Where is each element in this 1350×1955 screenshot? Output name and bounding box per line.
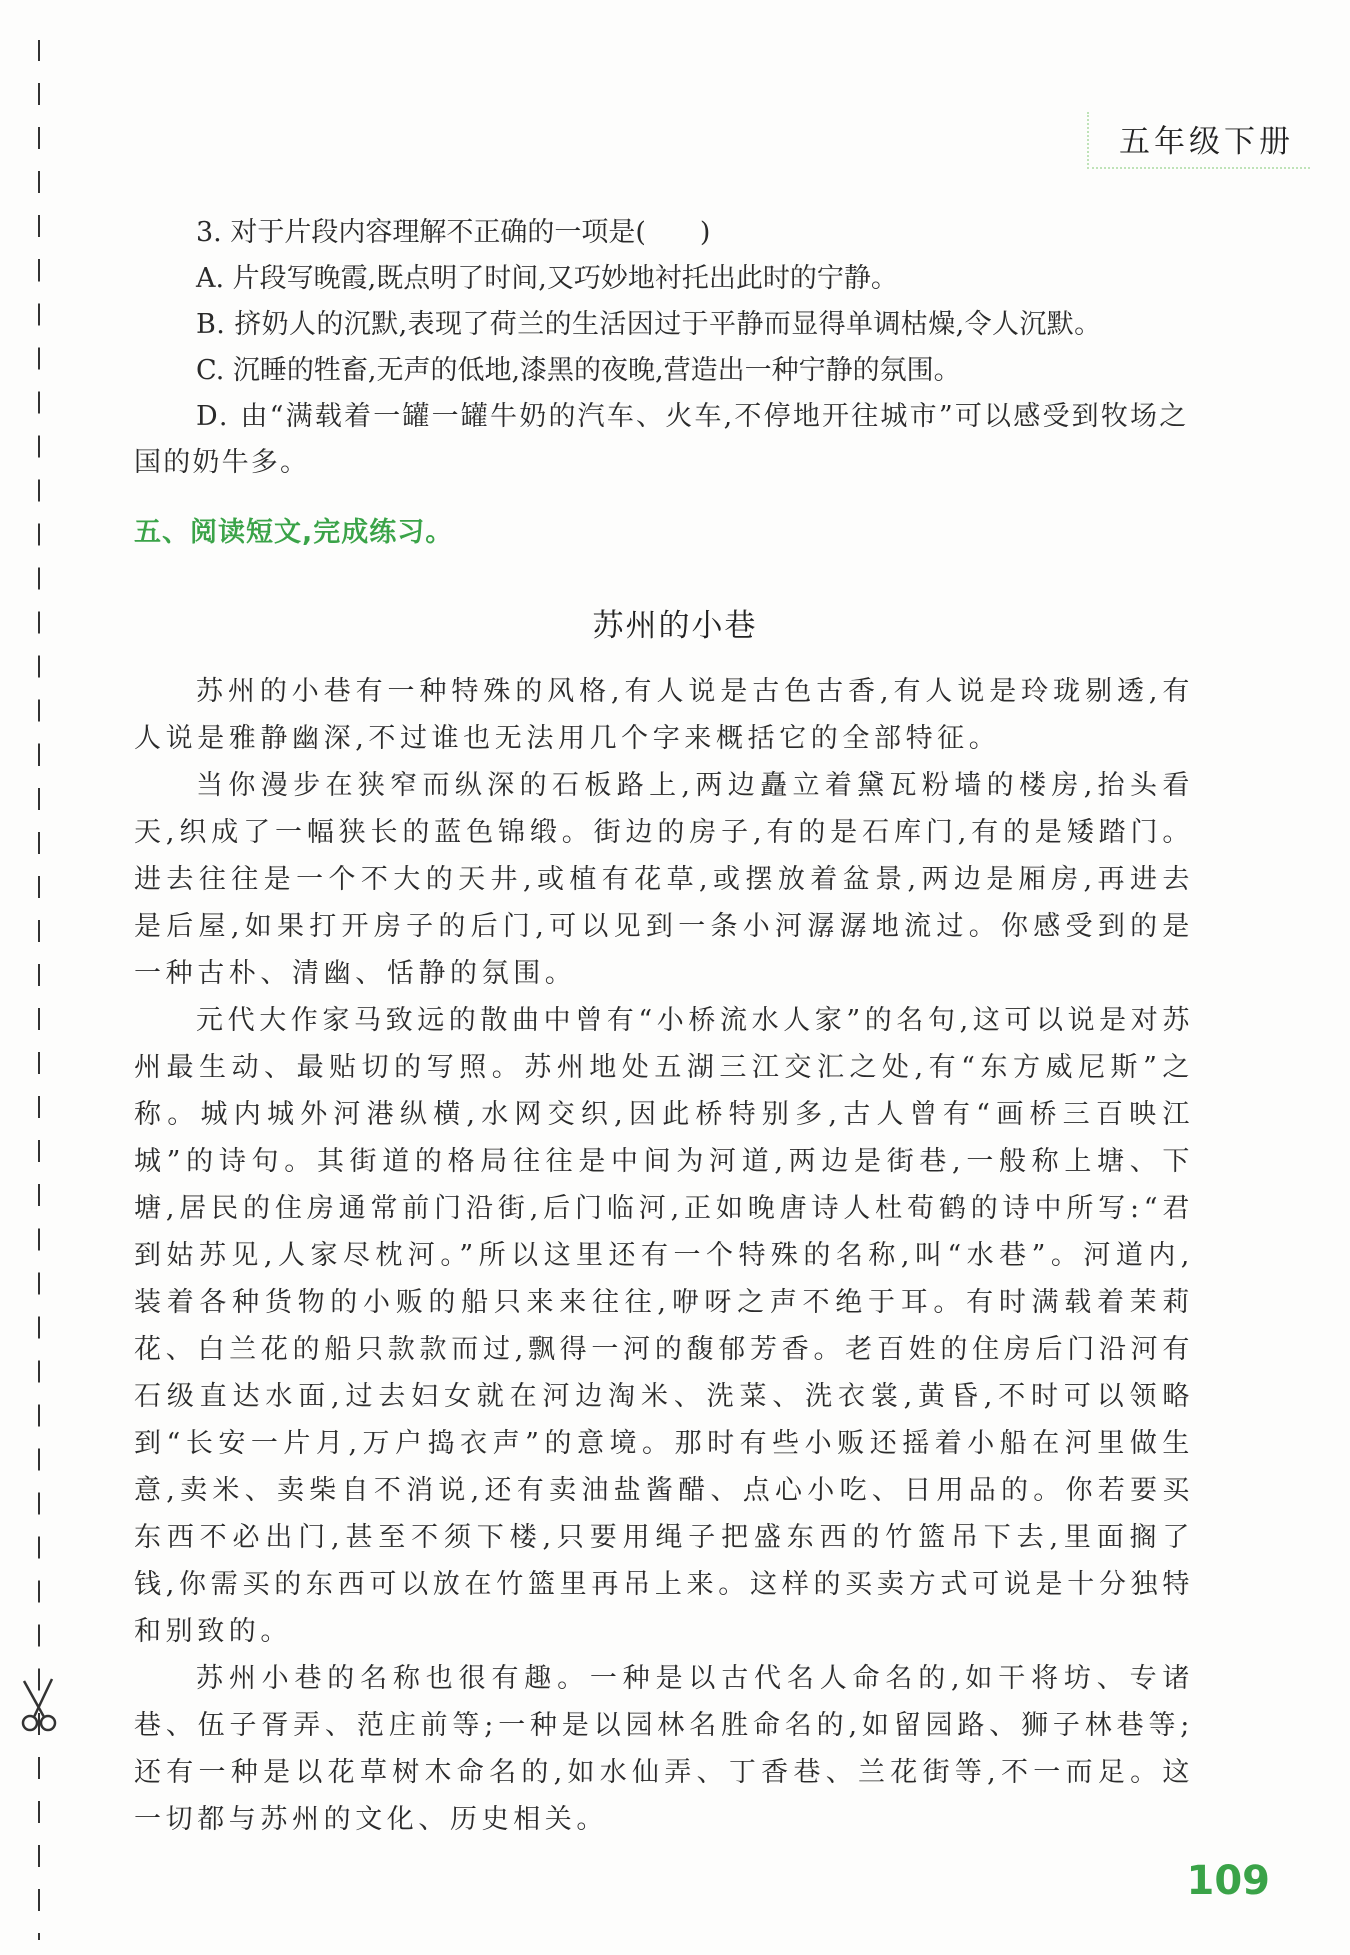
page-number: 109 — [1186, 1858, 1270, 1904]
article-paragraph: 苏州的小巷有一种特殊的风格,有人说是古色古香,有人说是玲珑剔透,有人说是雅静幽深,不过谁也无法用几个字来概括它的全部特征。 — [134, 676, 1194, 754]
article-paragraph: 苏州小巷的名称也很有趣。一种是以古代名人命名的,如干将坊、专诸巷、伍子胥弄、范庄前等;一种是以园林名胜命名的,如留园路、狮子林巷等;还有一种是以花草树木命名的,如水仙弄、丁香巷、兰花街等,不一而足。这一切都与苏州的文化、历史相关。 — [134, 1663, 1194, 1835]
option-c: C. 沉睡的牲畜,无声的低地,漆黑的夜晚,营造出一种宁静的氛围。 — [196, 355, 961, 386]
scissors-icon — [18, 1675, 60, 1735]
article-paragraph: 当你漫步在狭窄而纵深的石板路上,两边矗立着黛瓦粉墙的楼房,抬头看天,织成了一幅狭长的蓝色锦缎。街边的房子,有的是石库门,有的是矮踏门。进去往往是一个不大的天井,或植有花草,或摆放着盆景,两边是厢房,再进去是后屋,如果打开房子的后门,可以见到一条小河潺潺地流过。你感受到的是一种古朴、清幽、恬静的氛围。 — [134, 770, 1194, 989]
option-d: D. 由“满载着一罐一罐牛奶的汽车、火车,不停地开往城市”可以感受到牧场之国的奶牛多。 — [134, 401, 1189, 478]
section-heading: 五、阅读短文,完成练习。 — [134, 517, 454, 548]
article-title: 苏州的小巷 — [592, 608, 758, 644]
option-a: A. 片段写晚霞,既点明了时间,又巧妙地衬托出此时的宁静。 — [196, 263, 898, 294]
option-b: B. 挤奶人的沉默,表现了荷兰的生活因过于平静而显得单调枯燥,令人沉默。 — [196, 309, 1102, 340]
question-3 — [134, 210, 1194, 486]
article-body — [134, 668, 1194, 1843]
binding-cut-line — [38, 40, 40, 1940]
article-paragraph: 元代大作家马致远的散曲中曾有“小桥流水人家”的名句,这可以说是对苏州最生动、最贴切的写照。苏州地处五湖三江交汇之处,有“东方威尼斯”之称。城内城外河港纵横,水网交织,因此桥特别多,古人曾有“画桥三百映江城”的诗句。其街道的格局往往是中间为河道,两边是街巷,一般称上塘、下塘,居民的住房通常前门沿街,后门临河,正如晚唐诗人杜荀鹤的诗中所写:“君到姑苏见,人家尽枕河。”所以这里还有一个特殊的名称,叫“水巷”。河道内,装着各种货物的小贩的船只来来往往,咿呀之声不绝于耳。有时满载着茉莉花、白兰花的船只款款而过,飘得一河的馥郁芳香。老百姓的住房后门沿河有石级直达水面,过去妇女就在河边淘米、洗菜、洗衣裳,黄昏,不时可以领略到“长安一片月,万户捣衣声”的意境。那时有些小贩还摇着小船在河里做生意,卖米、卖柴自不消说,还有卖油盐酱醋、点心小吃、日用品的。你若要买东西不必出门,甚至不须下楼,只要用绳子把盛东西的竹篮吊下去,里面搁了钱,你需买的东西可以放在竹篮里再吊上来。这样的买卖方式可说是十分独特和别致的。 — [134, 1005, 1194, 1647]
grade-label: 五年级下册 — [1087, 112, 1310, 169]
question-stem: 3. 对于片段内容理解不正确的一项是( ) — [196, 217, 711, 248]
